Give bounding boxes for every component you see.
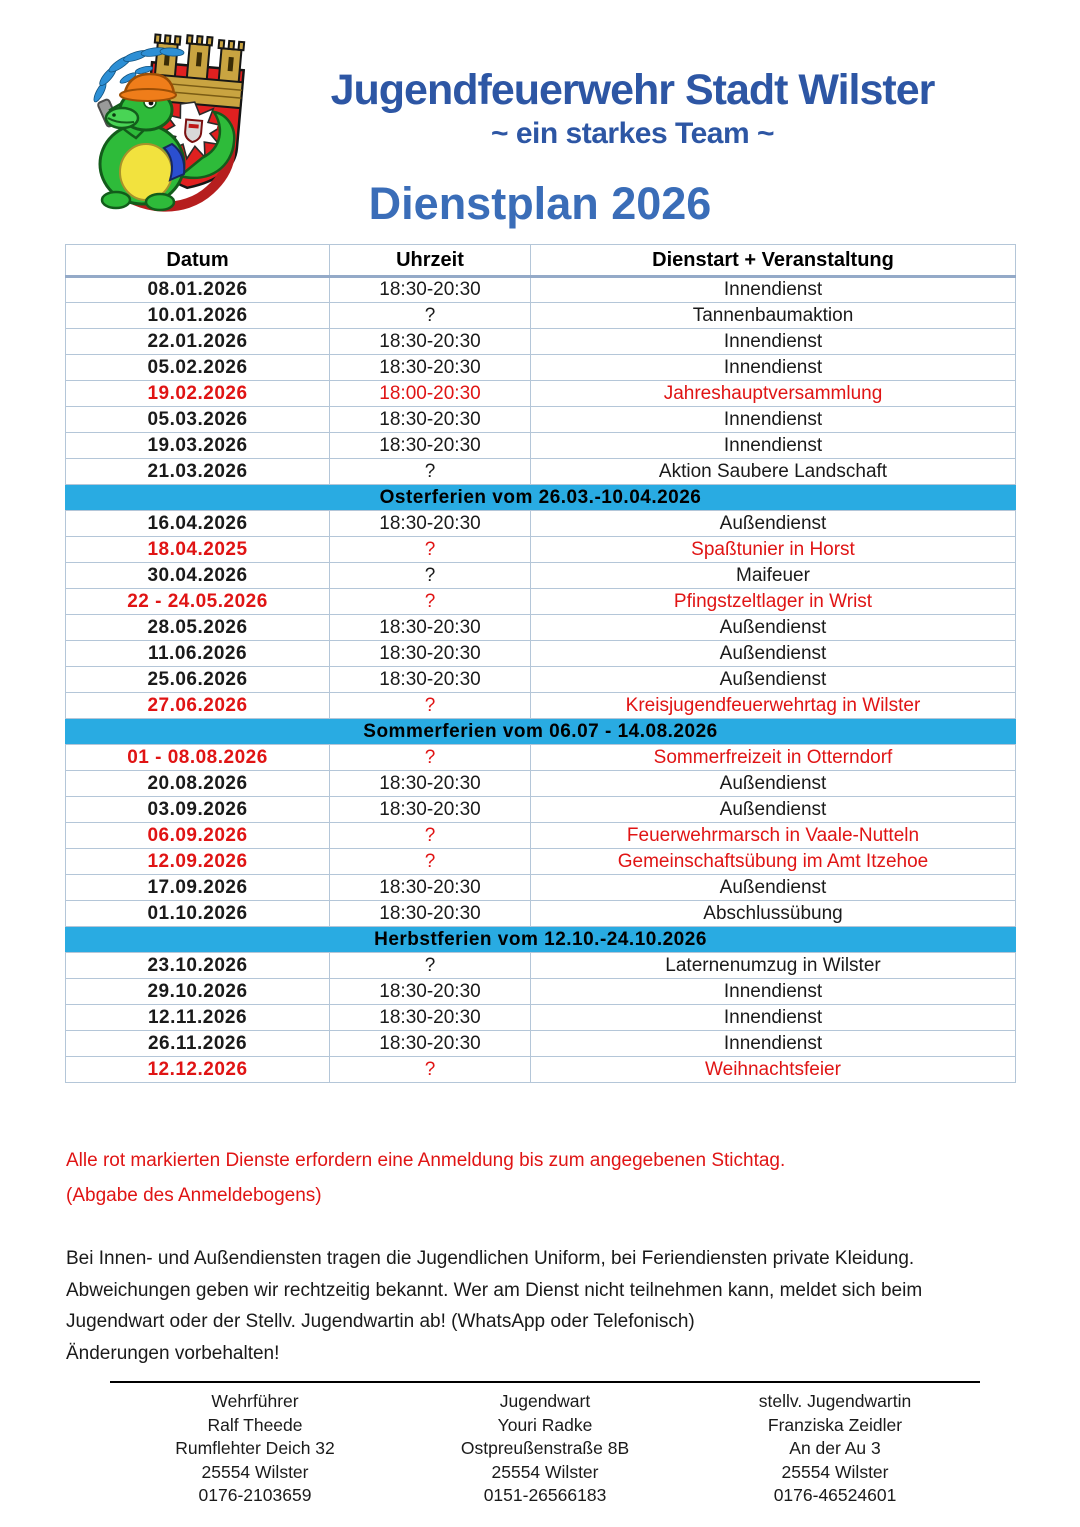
cell-uhrzeit: 18:00-20:30 (330, 381, 531, 407)
schedule-row (66, 953, 1016, 979)
cell-uhrzeit: 18:30-20:30 (330, 615, 531, 641)
cell-dienst: Maifeuer (531, 563, 1016, 589)
contact-phone: 0176-46524601 (773, 1485, 897, 1505)
cell-datum: 05.03.2026 (66, 407, 330, 433)
cell-datum: 11.06.2026 (66, 641, 330, 667)
cell-dienst: Aktion Saubere Landschaft (531, 459, 1016, 485)
schedule-row (66, 537, 1016, 563)
schedule-row (66, 641, 1016, 667)
cell-dienst: Innendienst (531, 277, 1016, 303)
schedule-row (66, 797, 1016, 823)
contact-stellv-jugendwartin (690, 1390, 980, 1508)
cell-datum: 20.08.2026 (66, 771, 330, 797)
schedule-row (66, 381, 1016, 407)
cell-dienst: Außendienst (531, 875, 1016, 901)
plan-title: Dienstplan 2026 (368, 178, 712, 229)
table-header-row (66, 245, 1016, 277)
cell-uhrzeit: 18:30-20:30 (330, 979, 531, 1005)
schedule-row (66, 693, 1016, 719)
cell-uhrzeit: ? (330, 745, 531, 771)
cell-dienst: Jahreshauptversammlung (531, 381, 1016, 407)
cell-datum: 12.09.2026 (66, 849, 330, 875)
contact-name: Ralf Theede (207, 1414, 303, 1435)
cell-datum: 01 - 08.08.2026 (66, 745, 330, 771)
schedule-row (66, 667, 1016, 693)
cell-dienst: Innendienst (531, 329, 1016, 355)
cell-dienst: Feuerwehrmarsch in Vaale-Nutteln (531, 823, 1016, 849)
schedule-row (66, 875, 1016, 901)
cell-datum: 10.01.2026 (66, 303, 330, 329)
schedule-row (66, 615, 1016, 641)
cell-dienst: Außendienst (531, 511, 1016, 537)
contact-jugendwart (400, 1390, 690, 1508)
general-info-note (66, 1243, 922, 1369)
contact-city: 25554 Wilster (781, 1461, 889, 1482)
cell-datum: 08.01.2026 (66, 277, 330, 303)
cell-dienst: Weihnachtsfeier (531, 1057, 1016, 1083)
cell-datum: 16.04.2026 (66, 511, 330, 537)
schedule-row (66, 511, 1016, 537)
cell-uhrzeit: ? (330, 589, 531, 615)
cell-datum: 22.01.2026 (66, 329, 330, 355)
contact-city: 25554 Wilster (201, 1461, 309, 1482)
cell-uhrzeit: 18:30-20:30 (330, 329, 531, 355)
cell-uhrzeit: 18:30-20:30 (330, 797, 531, 823)
cell-uhrzeit: ? (330, 303, 531, 329)
contact-street: Ostpreußenstraße 8B (460, 1438, 630, 1458)
footer-divider (110, 1381, 980, 1383)
cell-dienst: Spaßtunier in Horst (531, 537, 1016, 563)
cell-uhrzeit: 18:30-20:30 (330, 511, 531, 537)
cell-dienst: Innendienst (531, 407, 1016, 433)
cell-uhrzeit: 18:30-20:30 (330, 355, 531, 381)
contact-role: stellv. Jugendwartin (758, 1391, 912, 1411)
cell-datum: 23.10.2026 (66, 953, 330, 979)
cell-dienst: Innendienst (531, 979, 1016, 1005)
schedule-row (66, 277, 1016, 303)
cell-datum: 12.12.2026 (66, 1057, 330, 1083)
contact-role: Wehrführer (211, 1391, 299, 1411)
contact-wehrfuehrer (110, 1390, 400, 1508)
cell-dienst: Kreisjugendfeuerwehrtag in Wilster (531, 693, 1016, 719)
footer-contacts (110, 1390, 980, 1508)
cell-datum: 19.02.2026 (66, 381, 330, 407)
contact-street: An der Au 3 (789, 1438, 881, 1458)
cell-datum: 18.04.2025 (66, 537, 330, 563)
cell-dienst: Innendienst (531, 355, 1016, 381)
cell-datum: 17.09.2026 (66, 875, 330, 901)
schedule-row (66, 1057, 1016, 1083)
ferien-banner-row (66, 485, 1016, 511)
schedule-row (66, 849, 1016, 875)
cell-datum: 01.10.2026 (66, 901, 330, 927)
cell-uhrzeit: ? (330, 1057, 531, 1083)
cell-dienst: Gemeinschaftsübung im Amt Itzehoe (531, 849, 1016, 875)
schedule-row (66, 771, 1016, 797)
cell-datum: 06.09.2026 (66, 823, 330, 849)
column-header-dienstart: Dienstart + Veranstaltung (531, 245, 1016, 277)
page-title: Jugendfeuerwehr Stadt Wilster (330, 66, 935, 114)
cell-datum: 26.11.2026 (66, 1031, 330, 1057)
cell-uhrzeit: 18:30-20:30 (330, 407, 531, 433)
schedule-row (66, 355, 1016, 381)
schedule-row (66, 459, 1016, 485)
ferien-banner-label: Sommerferien vom 06.07 - 14.08.2026 (66, 719, 1016, 745)
cell-dienst: Laternenumzug in Wilster (531, 953, 1016, 979)
cell-datum: 27.06.2026 (66, 693, 330, 719)
ferien-banner-row (66, 719, 1016, 745)
cell-dienst: Außendienst (531, 641, 1016, 667)
page-subtitle: ~ ein starkes Team ~ (491, 117, 774, 151)
contact-phone: 0176-2103659 (198, 1485, 312, 1505)
cell-datum: 05.02.2026 (66, 355, 330, 381)
cell-uhrzeit: 18:30-20:30 (330, 277, 531, 303)
cell-dienst: Innendienst (531, 1031, 1016, 1057)
cell-dienst: Außendienst (531, 667, 1016, 693)
schedule-row (66, 1031, 1016, 1057)
ferien-banner-label: Herbstferien vom 12.10.-24.10.2026 (66, 927, 1016, 953)
schedule-row (66, 1005, 1016, 1031)
cell-dienst: Abschlussübung (531, 901, 1016, 927)
column-header-uhrzeit: Uhrzeit (330, 245, 531, 277)
cell-dienst: Außendienst (531, 771, 1016, 797)
column-header-datum: Datum (66, 245, 330, 277)
registration-note-line: Alle rot markierten Dienste erfordern eine Anmeldung bis zum angegebenen Stichtag. (66, 1150, 786, 1171)
contact-name: Youri Radke (497, 1414, 593, 1435)
registration-note-line: (Abgabe des Anmeldebogens) (66, 1185, 322, 1206)
cell-uhrzeit: 18:30-20:30 (330, 1031, 531, 1057)
info-note-line: Änderungen vorbehalten! (66, 1342, 280, 1364)
cell-datum: 30.04.2026 (66, 563, 330, 589)
cell-dienst: Innendienst (531, 433, 1016, 459)
cell-uhrzeit: ? (330, 953, 531, 979)
cell-datum: 28.05.2026 (66, 615, 330, 641)
ferien-banner-row (66, 927, 1016, 953)
schedule-row (66, 433, 1016, 459)
cell-uhrzeit: ? (330, 563, 531, 589)
info-note-line: Jugendwart oder der Stellv. Jugendwartin ab! (WhatsApp oder Telefonisch) (66, 1311, 695, 1332)
cell-uhrzeit: 18:30-20:30 (330, 901, 531, 927)
contact-city: 25554 Wilster (491, 1461, 599, 1482)
cell-uhrzeit: 18:30-20:30 (330, 1005, 531, 1031)
ferien-banner-label: Osterferien vom 26.03.-10.04.2026 (66, 485, 1016, 511)
cell-dienst: Außendienst (531, 797, 1016, 823)
cell-uhrzeit: 18:30-20:30 (330, 667, 531, 693)
cell-datum: 25.06.2026 (66, 667, 330, 693)
cell-dienst: Sommerfreizeit in Otterndorf (531, 745, 1016, 771)
cell-uhrzeit: 18:30-20:30 (330, 641, 531, 667)
document-header (0, 0, 1080, 240)
cell-dienst: Pfingstzeltlager in Wrist (531, 589, 1016, 615)
cell-uhrzeit: ? (330, 849, 531, 875)
cell-datum: 21.03.2026 (66, 459, 330, 485)
cell-uhrzeit: 18:30-20:30 (330, 875, 531, 901)
schedule-table-body (66, 277, 1016, 1083)
cell-datum: 19.03.2026 (66, 433, 330, 459)
contact-street: Rumflehter Deich 32 (175, 1438, 335, 1458)
cell-datum: 03.09.2026 (66, 797, 330, 823)
registration-note (66, 1143, 785, 1213)
schedule-row (66, 901, 1016, 927)
info-note-line: Abweichungen geben wir rechtzeitig bekannt. Wer am Dienst nicht teilnehmen kann, meldet sich beim (66, 1279, 923, 1301)
schedule-row (66, 745, 1016, 771)
cell-uhrzeit: ? (330, 537, 531, 563)
cell-uhrzeit: ? (330, 459, 531, 485)
schedule-table (65, 244, 1016, 1083)
cell-dienst: Tannenbaumaktion (531, 303, 1016, 329)
schedule-row (66, 823, 1016, 849)
schedule-row (66, 329, 1016, 355)
contact-name: Franziska Zeidler (767, 1414, 903, 1435)
cell-uhrzeit: ? (330, 823, 531, 849)
cell-uhrzeit: ? (330, 693, 531, 719)
schedule-row (66, 303, 1016, 329)
schedule-row (66, 563, 1016, 589)
schedule-row (66, 589, 1016, 615)
schedule-row (66, 979, 1016, 1005)
cell-uhrzeit: 18:30-20:30 (330, 433, 531, 459)
info-note-line: Bei Innen- und Außendiensten tragen die Jugendlichen Uniform, bei Feriendiensten private Kleidung. (66, 1248, 915, 1269)
contact-phone: 0151-26566183 (483, 1485, 607, 1505)
cell-uhrzeit: 18:30-20:30 (330, 771, 531, 797)
cell-dienst: Innendienst (531, 1005, 1016, 1031)
schedule-row (66, 407, 1016, 433)
cell-datum: 29.10.2026 (66, 979, 330, 1005)
cell-datum: 22 - 24.05.2026 (66, 589, 330, 615)
contact-role: Jugendwart (499, 1391, 591, 1411)
cell-dienst: Außendienst (531, 615, 1016, 641)
cell-datum: 12.11.2026 (66, 1005, 330, 1031)
